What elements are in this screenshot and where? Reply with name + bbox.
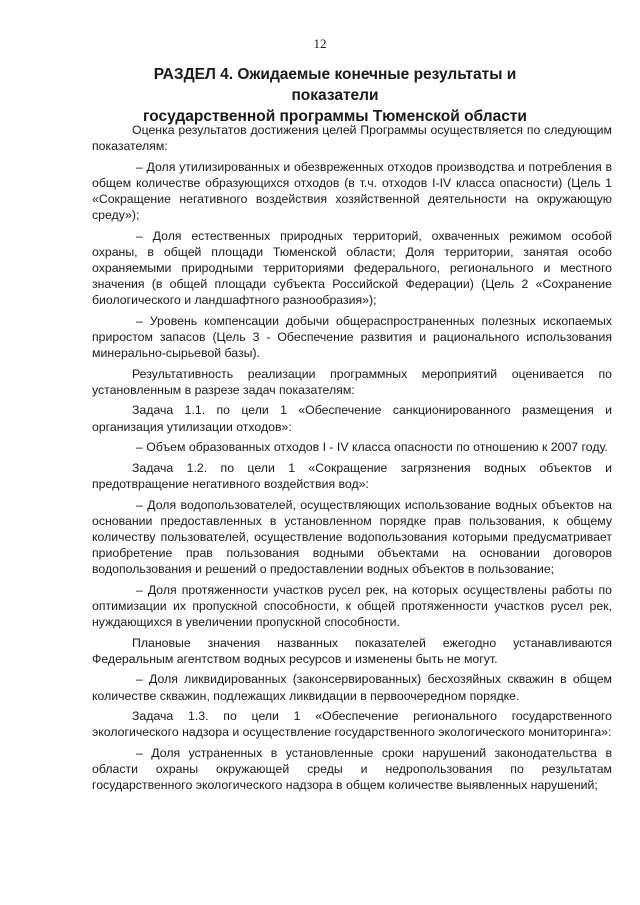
indicator-water-users: – Доля водопользователей, осуществляющих использование водных объектов на основании предоставленных в установленном порядке прав пользования, к общему количеству пользователей, осуществление водопользования которыми предусматривает приобретение прав пользования водными объектами на основании договоров водопользования и решений о предоставлении водных объектов в пользование;	[92, 497, 612, 577]
indicator-wells: – Доля ликвидированных (законсервированных) бесхозяйных скважин в общем количестве скважин, подлежащих ликвидации в первоочередном порядке.	[92, 672, 612, 703]
indicator-riverbed-length: – Доля протяженности участков русел рек, на которых осуществлены работы по оптимизации их пропускной способности, к общей протяженности участков русел рек, нуждающихся в увеличении пропускной способности.	[92, 582, 612, 629]
body-text	[92, 122, 612, 798]
task-1-1-heading: Задача 1.1. по цели 1 «Обеспечение санкционированного размещения и организация утилизации отходов»:	[92, 403, 612, 434]
section-title-line-2: государственной программы Тюменской области	[143, 108, 527, 125]
indicator-protected-territories: – Доля естественных природных территорий, охваченных режимом особой охраны, в общей площади Тюменской области; Доля территории, занятая особо охраняемыми природными территориями федерального, регионального и местного значения (в общей площади субъекта Российской Федерации) (Цель 2 «Сохранение биологического и ландшафтного разнообразия»);	[92, 228, 612, 308]
indicator-mineral-compensation: – Уровень компенсации добычи общераспространенных полезных ископаемых приростом запасов (Цель 3 - Обеспечение развития и рационального использования минерально-сырьевой базы).	[92, 313, 612, 360]
task-1-2-heading: Задача 1.2. по цели 1 «Сокращение загрязнения водных объектов и предотвращение негативного воздействия вод»:	[92, 460, 612, 492]
page-number: 12	[313, 36, 327, 51]
indicator-waste-volume: – Объем образованных отходов I - IV класса опасности по отношению к 2007 году.	[136, 440, 608, 455]
section-title	[110, 64, 560, 127]
indicator-waste-utilization: – Доля утилизированных и обезвреженных отходов производства и потребления в общем количестве образующихся отходов (в т.ч. отходов I-IV класса опасности) (Цель 1 «Сокращение негативного воздействия хозяйственной деятельности на окружающую среду»);	[92, 159, 612, 223]
indicator-violations: – Доля устраненных в установленные сроки нарушений законодательства в области охраны окружающей среды и недропользования по результатам государственного экологического надзора в общем количестве выявленных нарушений;	[92, 746, 612, 793]
paragraph-planned-values: Плановые значения названных показателей ежегодно устанавливаются Федеральным агентством водных ресурсов и изменены быть не могут.	[92, 635, 612, 666]
paragraph-effectiveness: Результативность реализации программных мероприятий оценивается по установленным в разрезе задач показателям:	[92, 366, 612, 397]
task-1-3-heading: Задача 1.3. по цели 1 «Обеспечение регионального государственного экологического надзора и осуществление государственного экологического мониторинга»:	[92, 709, 612, 740]
section-title-line-1: РАЗДЕЛ 4. Ожидаемые конечные результаты и показатели	[153, 66, 517, 104]
paragraph-intro: Оценка результатов достижения целей Программы осуществляется по следующим показателям:	[92, 123, 612, 154]
